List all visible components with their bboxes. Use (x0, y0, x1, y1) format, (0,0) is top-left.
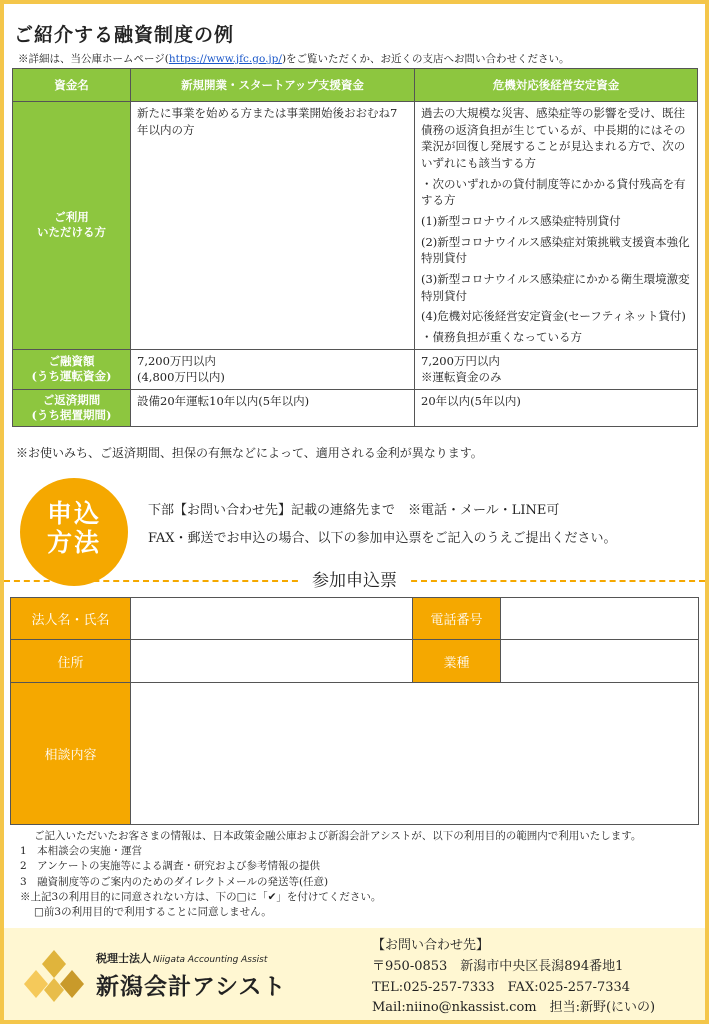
list-item: 1 本相談会の実施・運営 (20, 845, 143, 858)
table-header-row (13, 69, 698, 102)
phone-label: 電話番号 (413, 598, 501, 640)
amount-label: ご融資額 (うち運転資金) (13, 349, 131, 389)
crisis-amount: 7,200万円以内 ※運転資金のみ (415, 349, 698, 389)
form-title: 参加申込票 (0, 566, 709, 591)
phone-field[interactable] (501, 598, 699, 640)
list-item: (4)危機対応後経営安定資金(セーフティネット貸付) (421, 309, 686, 324)
startup-term: 設備20年運転10年以内(5年以内) (131, 390, 415, 427)
address-label: 住所 (11, 640, 131, 683)
list-item: (3)新型コロナウイルス感染症にかかる衛生環境激変特別貸付 (421, 272, 690, 303)
startup-eligibility: 新たに事業を始める方または事業開始後おおむね7年以内の方 (131, 102, 415, 350)
apply-line-2: FAX・郵送でお申込の場合、以下の参加申込票をご記入のうえご提出ください。 (148, 531, 617, 546)
loan-programs-table (12, 68, 698, 427)
term-label: ご返済期間 (うち据置期間) (13, 390, 131, 427)
list-item: ・次のいずれかの貸付制度等にかかる貸付残高を有する方 (421, 176, 686, 208)
footer (4, 928, 705, 1020)
consult-label: 相談内容 (11, 683, 131, 825)
company-name: 新潟会計アシスト (96, 974, 287, 1000)
address-field[interactable] (131, 640, 413, 683)
page-title: ご紹介する融資制度の例 (14, 24, 235, 46)
contact-info: 【お問い合わせ先】 〒950-0853 新潟市中央区長潟894番地1 TEL:025-257-7333 FAX:025-257-7334 Mail:niino@nkassist.com 担当:新野(にいの) (372, 936, 655, 1019)
logo-subtitle: 税理士法人 Niigata Accounting Assist (96, 952, 268, 965)
company-logo-icon (24, 948, 84, 1004)
name-label: 法人名・氏名 (11, 598, 131, 640)
industry-field[interactable] (501, 640, 699, 683)
privacy-notice: ご記入いただいたお客さまの情報は、日本政策金融公庫および新潟会計アシストが、以下の利用目的の範囲内で利用いたします。 1 本相談会の実施・運営 2 アンケートの実施等による調査・研究および参考情報の提供 3 融資制度等のご案内のためのダイレクトメールの発送等(任意) ※上記3の利用目的に同意されない方は、下の□に「✔」を付けてください。 □前3の利用目的で利用することに同意しません。 (20, 829, 641, 920)
crisis-eligibility: 過去の大規模な災害、感染症等の影響を受け、既往債務の返済負担が生じているが、中長期的にはその業況が回復し発展することが見込まれる方で、次のいずれにも該当する方 ・次のいずれかの貸付制度等にかかる貸付残高を有する方 (1)新型コロナウイルス感染症特別貸付 (2)新型コロナウイルス感染症対策挑戦支援資本強化特別貸付 (3)新型コロナウイルス感染症にかかる衛生環境激変特別貸付 (4)危機対応後経営安定資金(セーフティネット貸付) ・債務負担が重くなっている方 (415, 102, 698, 350)
contact-mail: Mail:niino@nkassist.com 担当:新野(にいの) (372, 1000, 656, 1016)
crisis-term: 20年以内(5年以内) (415, 390, 698, 427)
term-row (13, 390, 698, 427)
list-item: 2 アンケートの実施等による調査・研究および参考情報の提供 (20, 860, 321, 873)
header-startup-fund: 新規開業・スタートアップ支援資金 (131, 69, 415, 102)
apply-line-1: 下部【お問い合わせ先】記載の連絡先まで ※電話・メール・LINE可 (148, 503, 560, 518)
apply-method-badge: 申込 方法 (20, 478, 128, 586)
list-item: ・債務負担が重くなっている方 (421, 330, 582, 345)
website-note: ※詳細は、当公庫ホームページ(https://www.jfc.go.jp/)をご覧いただくか、お近くの支店へお問い合わせください。 (18, 53, 570, 65)
industry-label: 業種 (413, 640, 501, 683)
consent-checkbox[interactable]: □前3の利用目的で利用することに同意しません。 (34, 906, 272, 919)
website-link[interactable]: https://www.jfc.go.jp/ (168, 53, 282, 65)
eligibility-label: ご利用 いただける方 (13, 102, 131, 350)
list-item: (2)新型コロナウイルス感染症対策挑戦支援資本強化特別貸付 (421, 234, 690, 266)
amount-row (13, 349, 698, 389)
header-crisis-fund: 危機対応後経営安定資金 (415, 69, 698, 102)
list-item: 3 融資制度等のご案内のためのダイレクトメールの発送等(任意) (20, 875, 329, 888)
eligibility-row (13, 102, 698, 350)
consult-field[interactable] (131, 683, 699, 825)
contact-phone: TEL:025-257-7333 FAX:025-257-7334 (372, 979, 631, 995)
list-item: (1)新型コロナウイルス感染症特別貸付 (421, 214, 621, 229)
application-form (10, 597, 699, 825)
contact-address: 〒950-0853 新潟市中央区長潟894番地1 (372, 958, 624, 974)
interest-note: ※お使いみち、ご返済期間、担保の有無などによって、適用される金利が異なります。 (16, 446, 483, 460)
name-field[interactable] (131, 598, 413, 640)
header-fund-name: 資金名 (13, 69, 131, 102)
startup-amount: 7,200万円以内 (4,800万円以内) (131, 349, 415, 389)
